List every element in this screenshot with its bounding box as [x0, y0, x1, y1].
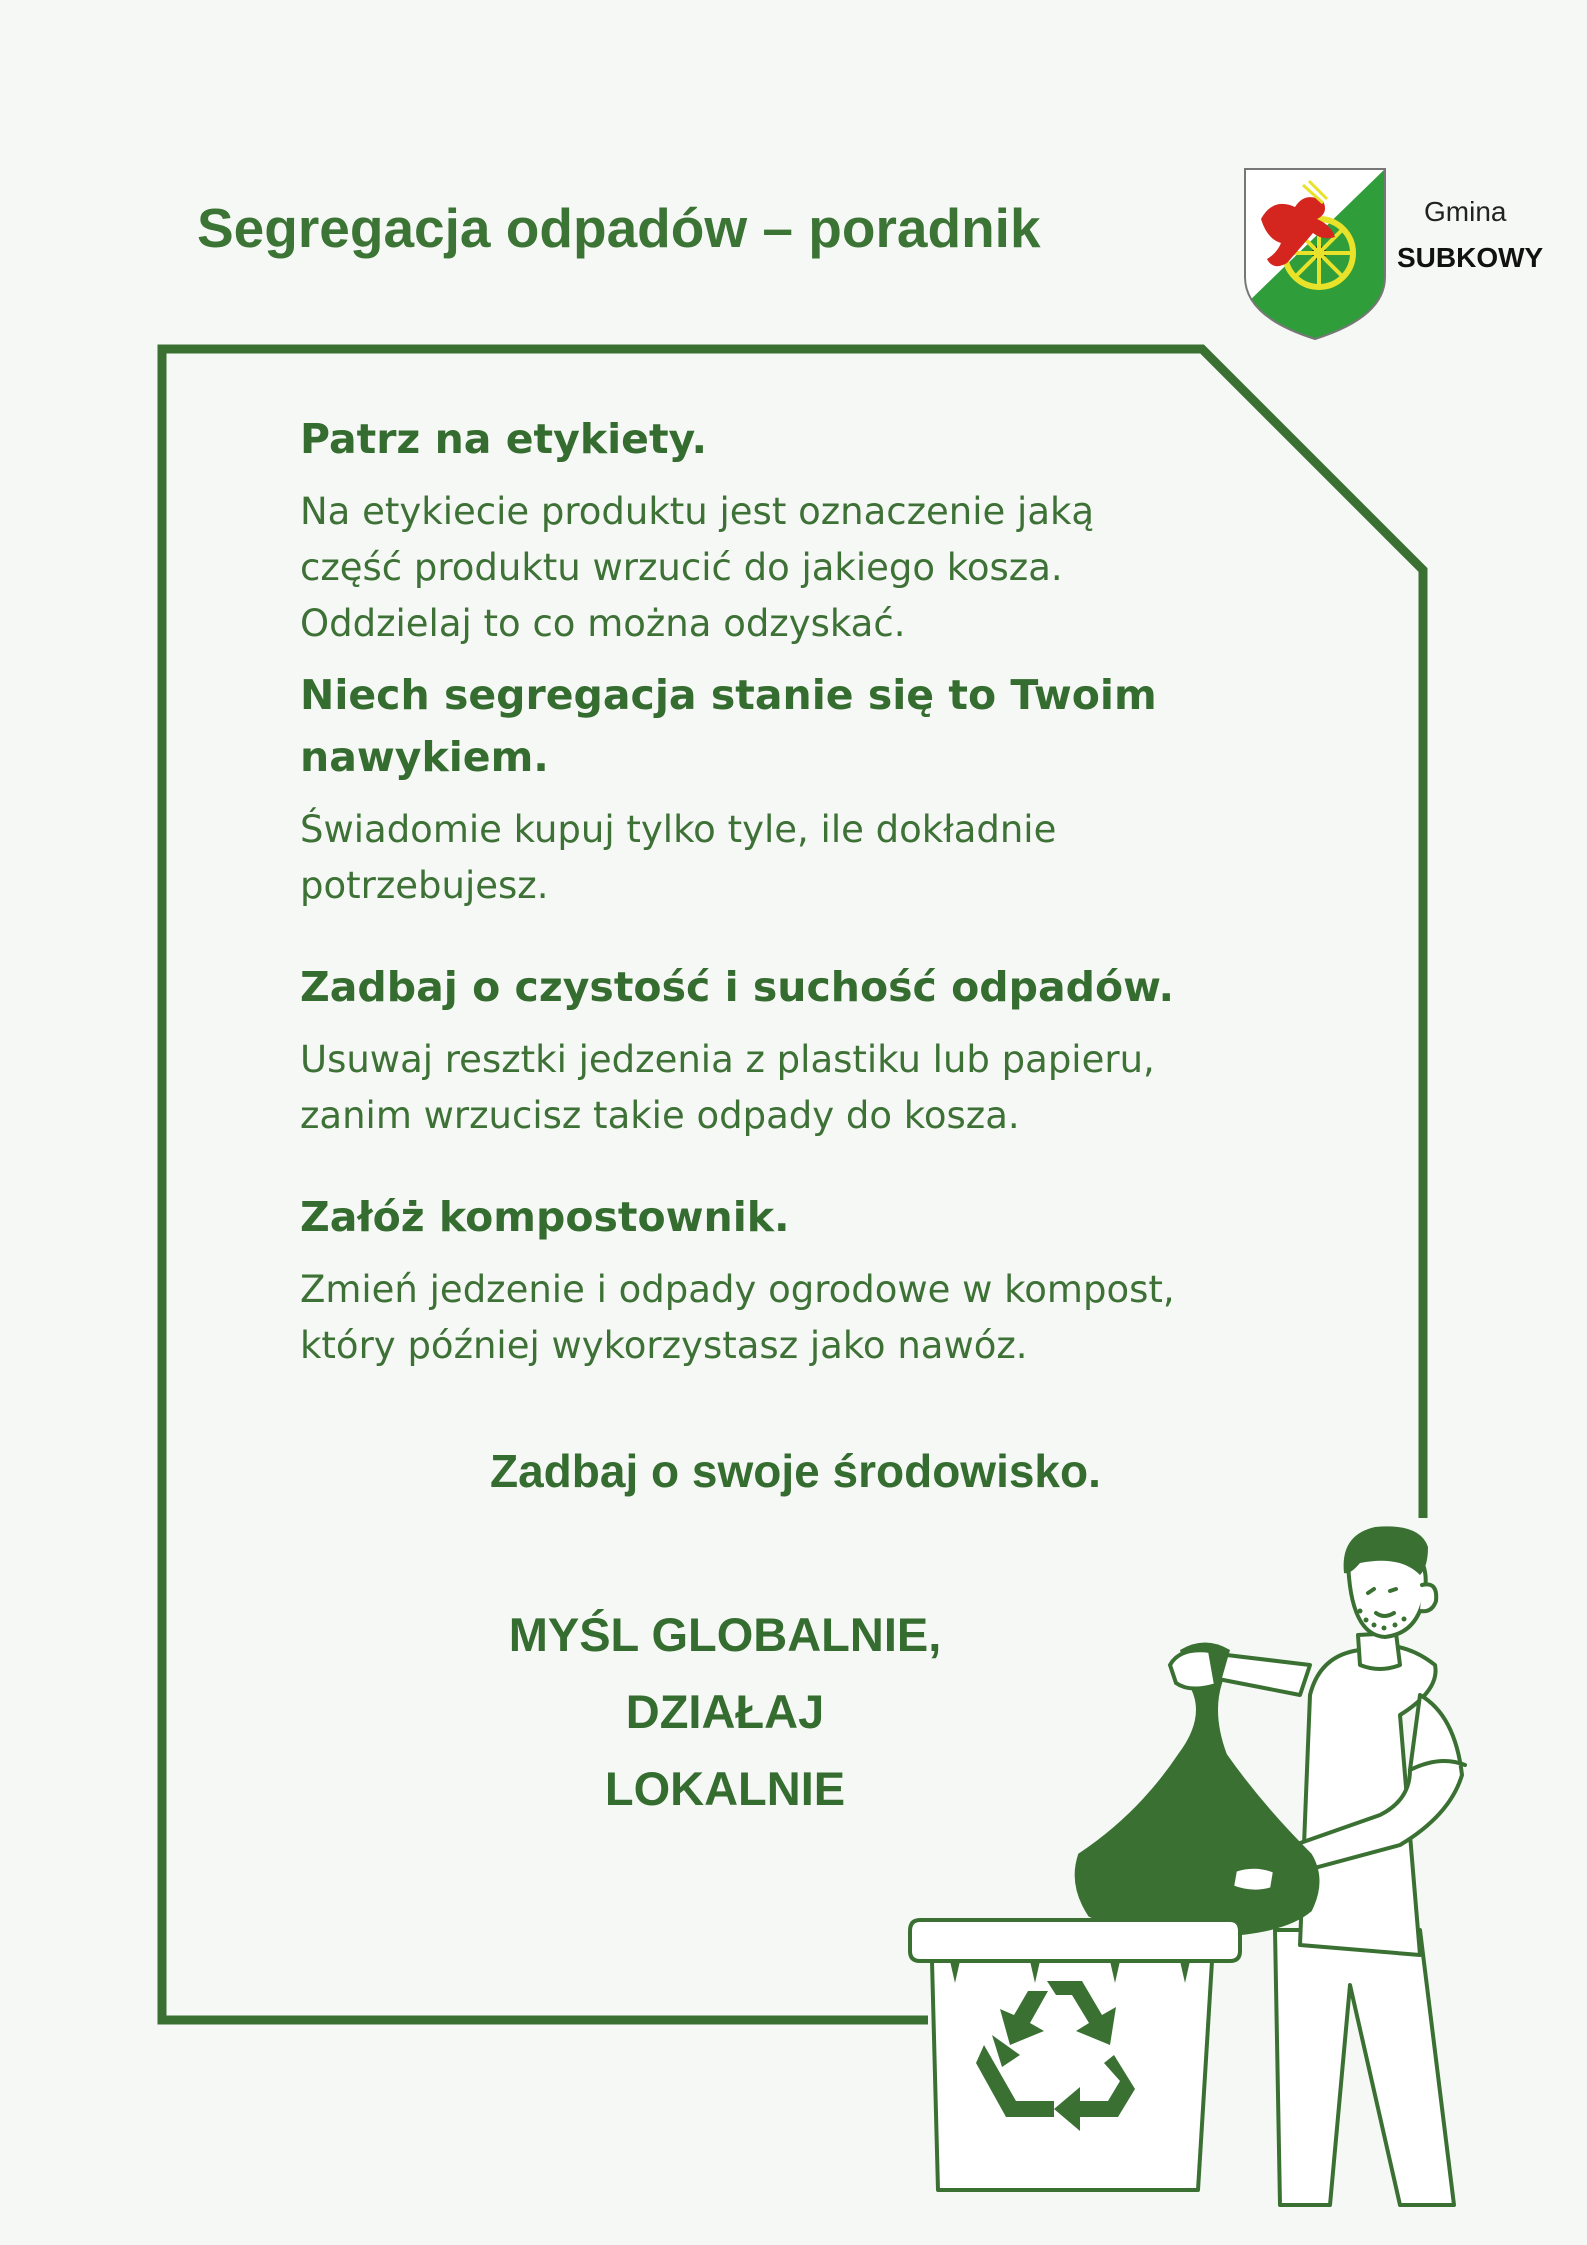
municipality-name: SUBKOWY	[1397, 242, 1544, 273]
tips-list	[300, 408, 1240, 1374]
tip-text-line: potrzebujesz.	[300, 864, 549, 907]
tip-text-line: Usuwaj resztki jedzenia z plastiku lub papieru,	[300, 1038, 1155, 1081]
tip-heading: Patrz na etykiety.	[300, 415, 708, 463]
tip-labels	[300, 408, 1240, 652]
page-title: Segregacja odpadów – poradnik	[197, 197, 1041, 259]
tip-text-line: część produktu wrzucić do jakiego kosza.	[300, 546, 1063, 589]
tip-text-line: zanim wrzucisz takie odpady do kosza.	[300, 1094, 1020, 1137]
municipality-label: Gmina	[1424, 196, 1507, 227]
tip-heading: Załóż kompostownik.	[300, 1193, 790, 1241]
tip-text-line: Świadomie kupuj tylko tyle, ile dokładnie	[300, 808, 1057, 851]
motto-line-2: DZIAŁAJ LOKALNIE	[604, 1685, 846, 1815]
tip-heading: Niech segregacja stanie się to Twoim	[300, 671, 1157, 719]
tip-habit	[300, 664, 1240, 914]
tip-text-line: który później wykorzystasz jako nawóz.	[300, 1324, 1028, 1367]
slogan: Zadbaj o swoje środowisko.	[490, 1445, 1101, 1497]
tip-heading: Zadbaj o czystość i suchość odpadów.	[300, 963, 1175, 1011]
tip-text-line: Oddzielaj to co można odzyskać.	[300, 602, 906, 645]
crest-icon	[1243, 167, 1387, 341]
tip-compost	[300, 1186, 1240, 1374]
tip-clean-dry	[300, 956, 1240, 1144]
person-with-trash-bag-and-recycling-bin-icon	[880, 1515, 1520, 2225]
motto-line-1: MYŚL GLOBALNIE,	[508, 1608, 942, 1661]
tip-heading: nawykiem.	[300, 733, 549, 781]
tip-text-line: Zmień jedzenie i odpady ogrodowe w kompost,	[300, 1268, 1175, 1311]
tip-text-line: Na etykiecie produktu jest oznaczenie jaką	[300, 490, 1095, 533]
